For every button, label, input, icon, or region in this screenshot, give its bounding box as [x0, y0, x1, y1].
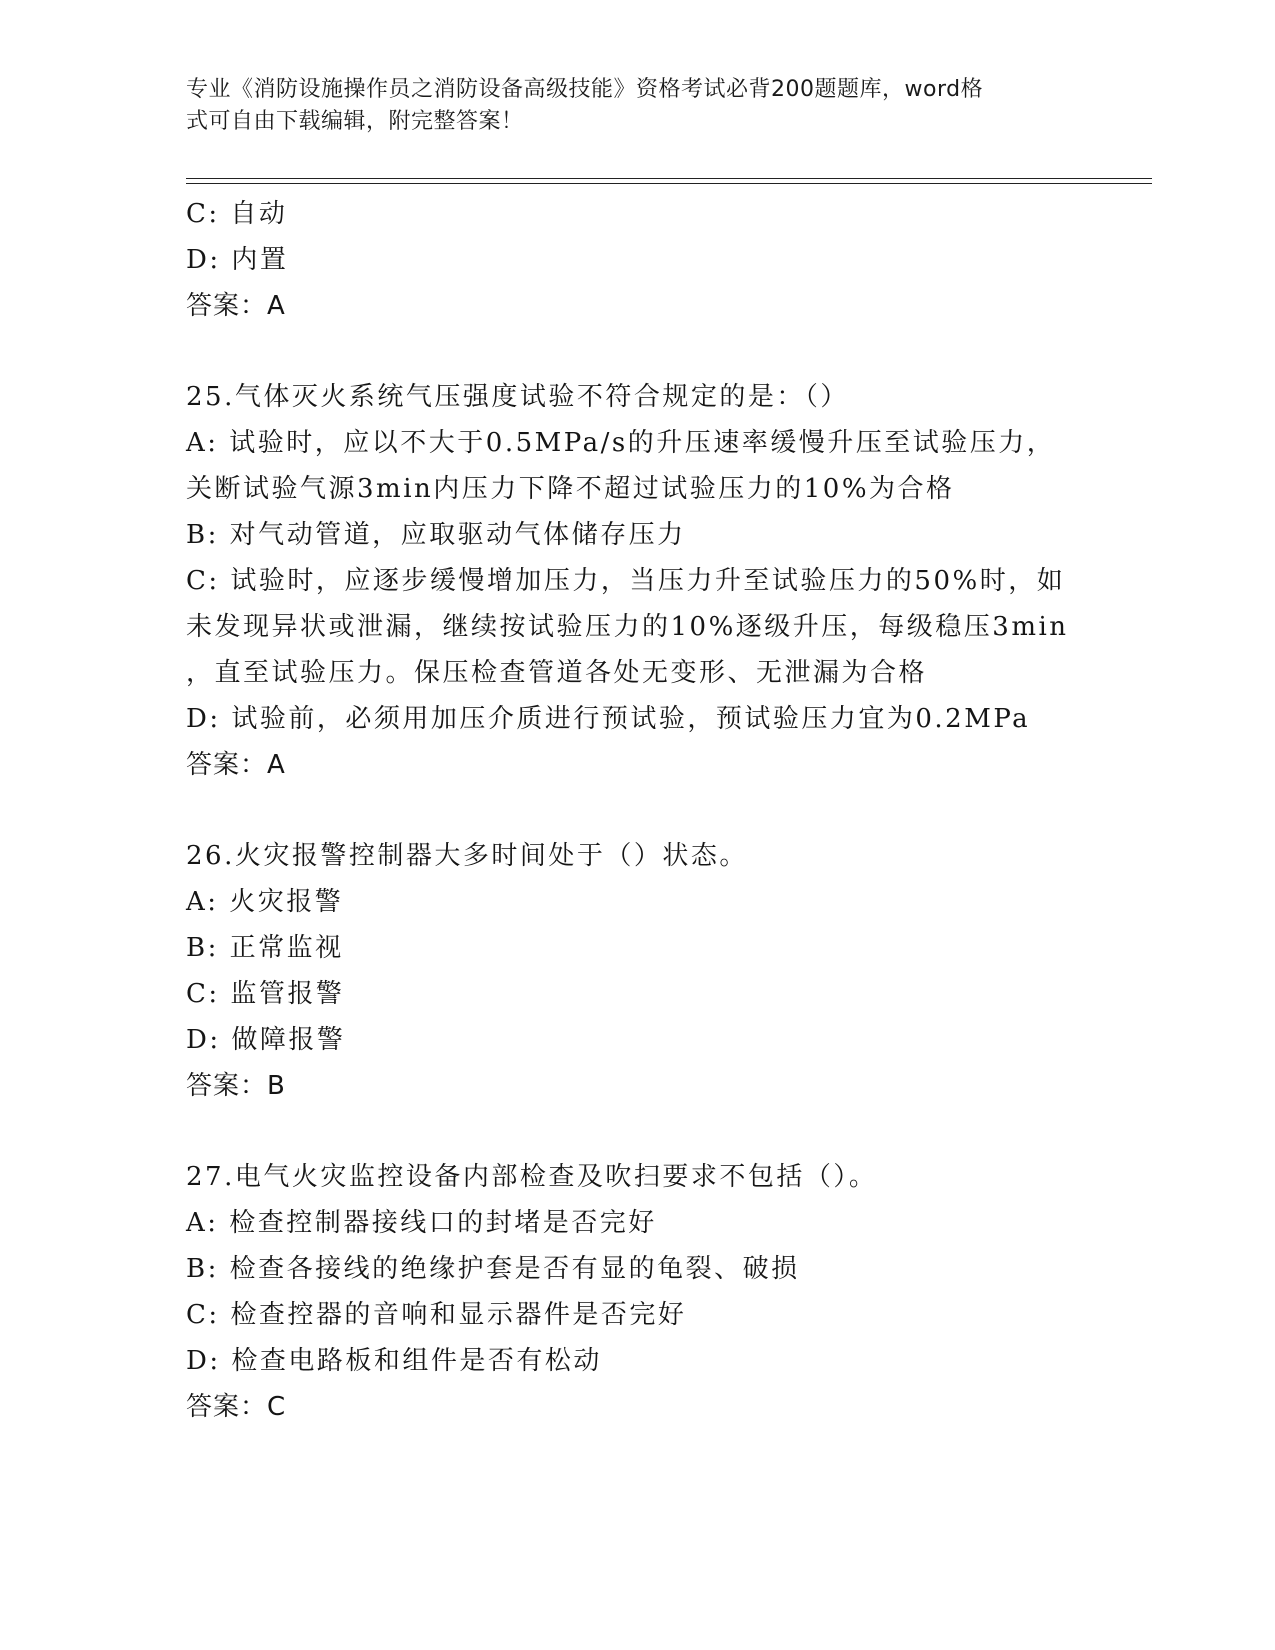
question-26	[186, 833, 1146, 1109]
option-c: C: 自动	[186, 199, 288, 229]
option-c-line-3: ，直至试验压力。保压检查管道各处无变形、无泄漏为合格	[186, 658, 928, 688]
option-a-line-2: 关断试验气源3min内压力下降不超过试验压力的10%为合格	[186, 474, 955, 504]
option-a: A: 火灾报警	[186, 887, 344, 917]
question-stem: 25.气体灭火系统气压强度试验不符合规定的是：（）	[186, 382, 849, 412]
question-stem: 27.电气火灾监控设备内部检查及吹扫要求不包括（）。	[186, 1162, 878, 1192]
option-d: D: 内置	[186, 245, 289, 275]
option-b: B: 检查各接线的绝缘护套是否有显的龟裂、破损	[186, 1254, 800, 1284]
option-d: D: 试验前，必须用加压介质进行预试验，预试验压力宜为0.2MPa	[186, 704, 1031, 734]
header-divider-top	[186, 178, 1152, 179]
answer-line: 答案：C	[186, 1392, 287, 1422]
option-c-line-2: 未发现异状或泄漏，继续按试验压力的10%逐级升压，每级稳压3min	[186, 612, 1069, 642]
question-27	[186, 1154, 1146, 1430]
answer-line: 答案：B	[186, 1071, 286, 1101]
header-divider-bottom	[186, 183, 1152, 184]
header-line-1: 专业《消防设施操作员之消防设备高级技能》资格考试必背200题题库，word格	[186, 77, 984, 102]
question-25	[186, 374, 1146, 788]
question-stem: 26.火灾报警控制器大多时间处于（）状态。	[186, 841, 748, 871]
document-header	[186, 74, 1066, 138]
question-24-tail	[186, 191, 1146, 329]
option-d: D: 检查电路板和组件是否有松动	[186, 1346, 602, 1376]
option-b: B: 对气动管道，应取驱动气体储存压力	[186, 520, 686, 550]
option-b: B: 正常监视	[186, 933, 344, 963]
option-a: A: 检查控制器接线口的封堵是否完好	[186, 1208, 657, 1238]
question-list	[186, 191, 1146, 1430]
option-c-line-1: C: 试验时，应逐步缓慢增加压力，当压力升至试验压力的50%时，如	[186, 566, 1066, 596]
header-line-2: 式可自由下载编辑，附完整答案！	[186, 109, 524, 134]
option-d: D: 做障报警	[186, 1025, 346, 1055]
option-a-line-1: A: 试验时，应以不大于0.5MPa/s的升压速率缓慢升压至试验压力，	[186, 428, 1056, 458]
option-c: C: 检查控器的音响和显示器件是否完好	[186, 1300, 687, 1330]
answer-line: 答案：A	[186, 291, 286, 321]
answer-line: 答案：A	[186, 750, 286, 780]
option-c: C: 监管报警	[186, 979, 345, 1009]
